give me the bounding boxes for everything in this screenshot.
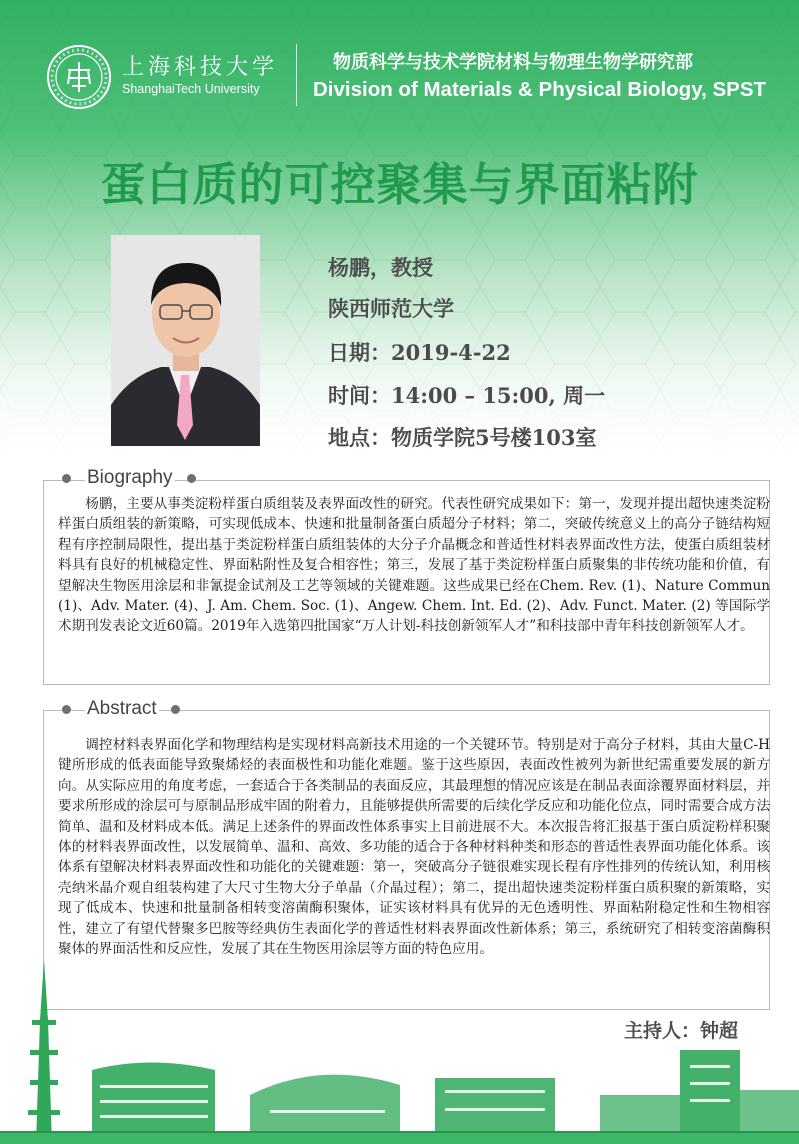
speaker-name: 杨鹏，教授 [328,255,433,280]
abstract-heading [62,699,762,719]
host-name: 主持人：钟超 [624,1020,739,1042]
talk-time: 时间：14:00 – 15:00, 周一 [328,383,606,408]
division-name-en: Division of Materials & Physical Biology, SPST [313,78,767,101]
header-divider [296,44,297,106]
talk-title: 蛋白质的可控聚集与界面粘附 [100,158,699,211]
bullet-dot-icon [62,474,71,483]
division-name-cn: 物质科学与技术学院材料与物理生物学研究部 [333,52,693,73]
bullet-dot-icon [62,705,71,714]
talk-location: 地点：物质学院5号楼103室 [328,425,597,450]
abstract-heading-label: Abstract [87,698,157,719]
shanghaitech-seal-icon [46,44,112,110]
university-name-en: ShanghaiTech University [122,82,260,96]
campus-skyline-illustration [0,960,799,1144]
biography-heading [62,468,762,488]
biography-heading-label: Biography [87,467,173,488]
university-name-cn: 上海科技大学 [122,55,279,80]
speaker-institution: 陕西师范大学 [328,296,454,321]
speaker-photo [111,235,260,446]
bullet-dot-icon [171,705,180,714]
abstract-text: 调控材料表界面化学和物理结构是实现材料高新技术用途的一个关键环节。特别是对于高分子材料，其由大量C-H键所形成的低表面能导致聚烯烃的表面极性和功能化难题。鉴于这些原因，表面改性被列为新世纪需重要发展的新方向。从实际应用的角度考虑，一套适合于各类制品的表面反应，其最理想的情况应该是在制品表面涂覆界面材料层，并要求所形成的涂层可与原制品形成牢固的附着力，且能够提供所需要的后续化学反应和功能化位点，同时需要合成方法简单、温和及材料成本低。满足上述条件的界面改性体系事实上目前进展不大。本次报告将汇报基于蛋白质淀粉样积聚体的材料表界面改性，以发展简单、温和、高效、多功能的适合于各种材料种类和形态的普适性表界面功能化体系。该体系有望解决材料表界面改性和功能化的关键难题：第一，突破高分子链很难实现长程有序性排列的传统认知，利用核壳纳米晶介观自组装构建了大尺寸生物大分子单晶（介晶过程）；第二，提出超快速类淀粉样蛋白质积聚的新策略，实现了低成本、快速和批量制备相转变溶菌酶积聚体，证实该材料具有优异的无色透明性、界面粘附稳定性和生物相容性，建立了有望代替聚多巴胺等经典仿生表面化学的普适性材料表界面改性新体系；第三，系统研究了相转变溶菌酶积聚体的界面活性和反应性，发展了其在生物医用涂层等方面的特色应用。 [58,737,770,958]
biography-text: 杨鹏，主要从事类淀粉样蛋白质组装及表界面改性的研究。代表性研究成果如下：第一，发现并提出超快速类淀粉样蛋白质组装的新策略，可实现低成本、快速和批量制备蛋白质超分子材料；第二，突破传统意义上的高分子链结构短程有序控制局限性，提出基于类淀粉样蛋白质组装体的大分子介晶概念和普适性材料表界面改性方法，使蛋白质组装材料具有良好的机械稳定性、界面粘附性及复合相容性；第三，发展了基于类淀粉样蛋白质聚集的非传统功能和价值，有望解决生物医用涂层和非氰提金试剂及工艺等领域的关键难题。这些成果已经在Chem. Rev. (1)、Nature Commun (1)、Adv. Mater. (4)、J. Am. Chem. Soc. (1)、Angew. Chem. Int. Ed. (2)、Adv. Funct. Mater. (2) 等国际学术期刊发表论文近60篇。2019年入选第四批国家“万人计划-科技创新领军人才”和科技部中青年科技创新领军人才。 [58,496,770,635]
bullet-dot-icon [187,474,196,483]
talk-date: 日期：2019-4-22 [328,340,511,365]
